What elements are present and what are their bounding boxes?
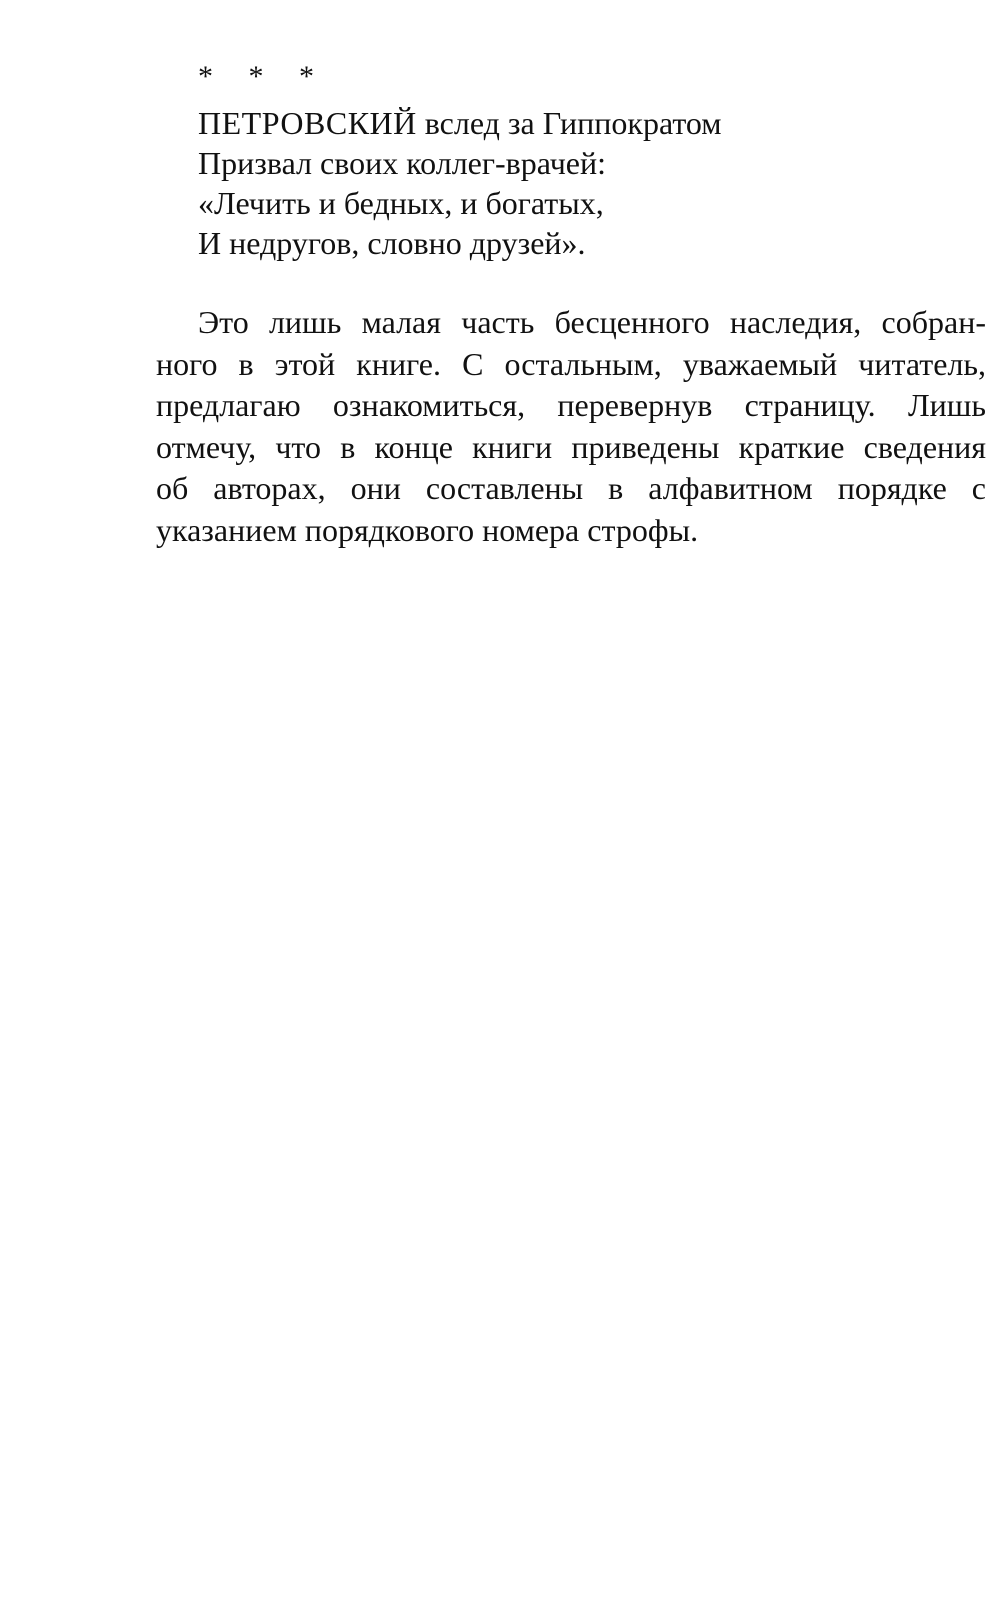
paragraph-line: предлагаю ознакомиться, перевернув страницу. Лишь [156,387,986,423]
paragraph-line: об авторах, они составлены в алфавитном порядке с [156,470,986,506]
paragraph-line: отмечу, что в конце книги приведены краткие сведения [156,428,986,465]
verse-line-1-rest: вслед за Гиппократом [416,105,722,141]
body-paragraph [156,302,986,551]
verse-line-1 [198,103,722,143]
verse-stanza [198,103,722,263]
paragraph-line: ного в этой книге. С остальным, уважаемый читатель, [156,345,986,382]
verse-author-name: ПЕТРОВСКИЙ [198,105,417,141]
verse-line-3: «Лечить и бедных, и богатых, [198,185,604,221]
paragraph-line: указанием порядкового номера строфы. [156,511,699,548]
verse-line-4: И недругов, словно друзей». [198,225,586,261]
paragraph-line: Это лишь малая часть бесценного наследия, собран- [198,304,986,340]
verse-line-2: Призвал своих коллег-врачей: [198,145,606,181]
section-separator: * * * [198,60,328,93]
